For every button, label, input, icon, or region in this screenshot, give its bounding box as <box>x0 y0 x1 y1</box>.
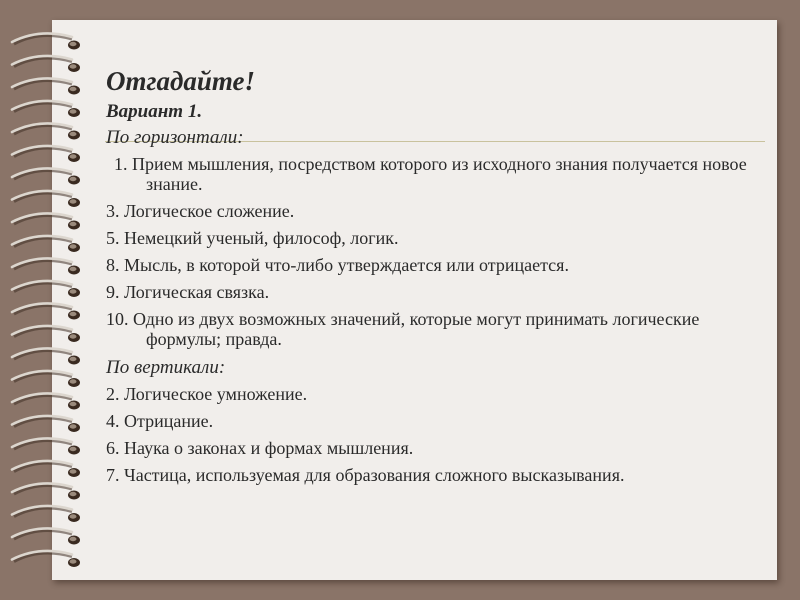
clue-item: 1. Прием мышления, посредством которого из исходного знания получается новое знание. <box>114 154 747 194</box>
slide-title: Отгадайте! <box>106 66 256 96</box>
spiral-ring-icon <box>12 371 80 387</box>
vertical-heading: По вертикали: <box>106 357 226 378</box>
spiral-ring-icon <box>12 101 80 117</box>
horizontal-heading: По горизонтали: <box>106 127 244 148</box>
clue-item: 9. Логическая связка. <box>106 282 270 302</box>
spiral-ring-icon <box>12 258 80 274</box>
vertical-clue-list <box>106 384 766 485</box>
clue-item: 7. Частица, используемая для образования сложного высказывания. <box>106 465 625 485</box>
spiral-ring-icon <box>12 78 80 94</box>
clue-item: 6. Наука о законах и формах мышления. <box>106 438 414 458</box>
clue-item: 4. Отрицание. <box>106 411 214 431</box>
slide-content <box>106 64 766 492</box>
spiral-ring-icon <box>12 326 80 342</box>
horizontal-clue-list <box>106 154 766 349</box>
spiral-binding-icon <box>0 0 95 600</box>
spiral-ring-icon <box>12 168 80 184</box>
spiral-ring-icon <box>12 33 80 49</box>
spiral-ring-icon <box>12 551 80 567</box>
spiral-ring-icon <box>12 56 80 72</box>
spiral-ring-icon <box>12 236 80 252</box>
spiral-ring-icon <box>12 483 80 499</box>
spiral-ring-icon <box>12 213 80 229</box>
variant-label: Вариант 1. <box>106 101 203 122</box>
spiral-ring-icon <box>12 461 80 477</box>
clue-item: 2. Логическое умножение. <box>106 384 308 404</box>
spiral-ring-icon <box>12 506 80 522</box>
spiral-ring-icon <box>12 348 80 364</box>
spiral-ring-icon <box>12 191 80 207</box>
clue-item: 5. Немецкий ученый, философ, логик. <box>106 228 399 248</box>
spiral-ring-icon <box>12 123 80 139</box>
spiral-ring-icon <box>12 303 80 319</box>
clue-item: 3. Логическое сложение. <box>106 201 295 221</box>
clue-item: 10. Одно из двух возможных значений, которые могут принимать логические формулы; правда. <box>106 309 700 349</box>
spiral-ring-icon <box>12 528 80 544</box>
clue-item: 8. Мысль, в которой что-либо утверждается или отрицается. <box>106 255 569 275</box>
spiral-ring-icon <box>12 146 80 162</box>
spiral-ring-icon <box>12 416 80 432</box>
spiral-ring-icon <box>12 281 80 297</box>
spiral-ring-icon <box>12 438 80 454</box>
spiral-ring-icon <box>12 393 80 409</box>
